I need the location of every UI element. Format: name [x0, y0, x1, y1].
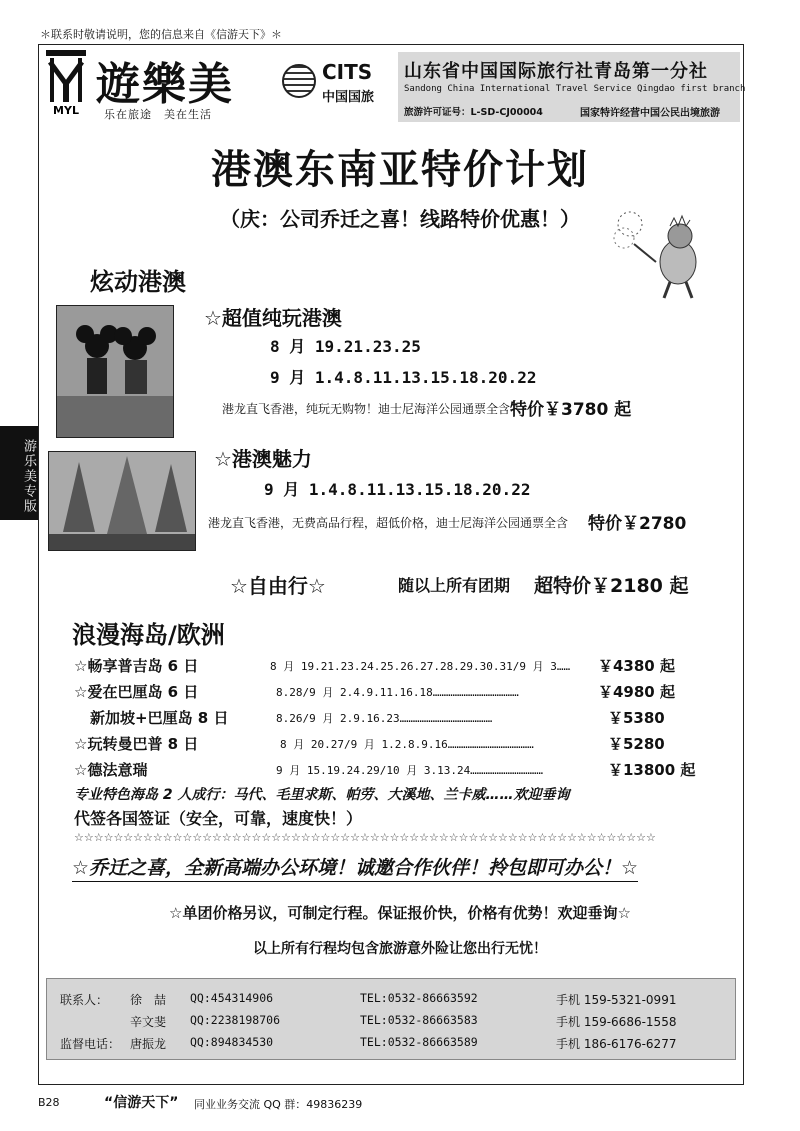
route-price: ￥5280: [608, 735, 665, 753]
mascot-illustration: [600, 204, 720, 304]
contact-qq: QQ:894834530: [190, 1035, 274, 1049]
item-title-hk-pure: ☆超值纯玩港澳: [204, 306, 342, 330]
contact-mobile: 手机 159-5321-0991: [556, 993, 677, 1007]
logo-name: 遊樂美: [96, 59, 234, 110]
route-price: ￥5380: [608, 709, 665, 727]
contact-tel: TEL:0532-86663592: [360, 991, 478, 1005]
note-insurance: 以上所有行程均包含旅游意外险让您出行无忧！: [253, 941, 547, 957]
route-dates: 9 月 15.19.24.29/10 月 3.13.24……………………………: [276, 764, 544, 777]
photo-mickey-minnie: [56, 305, 174, 438]
contact-tel: TEL:0532-86663589: [360, 1035, 478, 1049]
item-dates-aug: 8 月 19.21.23.25: [270, 337, 421, 356]
top-note: ＊联系时敬请说明，您的信息来自《信游天下》＊: [40, 28, 282, 41]
section-heading-hk: 炫动港澳: [90, 268, 186, 296]
cits-logo-cn: 中国国旅: [322, 90, 375, 105]
section-heading-island: 浪漫海岛/欧洲: [72, 621, 225, 649]
route-name: ☆畅享普吉岛 6 日: [74, 657, 199, 675]
contact-name: 唐振龙: [130, 1037, 167, 1051]
item-desc-hk-pure: 港龙直飞香港，纯玩无购物！迪士尼海洋公园通票全含: [222, 402, 511, 416]
contact-qq: QQ:2238198706: [190, 1013, 281, 1027]
note-group-price: ☆单团价格另议，可制定行程。保证报价快，价格有优势！欢迎垂询☆: [169, 904, 631, 922]
contact-mobile: 手机 186-6176-6277: [556, 1037, 677, 1051]
star-divider: ☆☆☆☆☆☆☆☆☆☆☆☆☆☆☆☆☆☆☆☆☆☆☆☆☆☆☆☆☆☆☆☆☆☆☆☆☆☆☆☆☆☆☆☆☆☆☆☆☆☆☆☆☆☆☆☆☆☆☆: [74, 831, 656, 844]
route-dates: 8 月 20.27/9 月 1.2.8.9.16…………………………………: [280, 738, 534, 751]
free-travel-price: 超特价￥2180 起: [534, 575, 689, 597]
route-price: ￥4980 起: [598, 683, 675, 701]
supervise-label: 监督电话：: [60, 1037, 121, 1051]
contact-name: 辛文斐: [130, 1015, 167, 1029]
route-name: ☆德法意瑞: [74, 761, 148, 779]
item-desc-hk-charm: 港龙直飞香港，无费高品行程，超低价格，迪士尼海洋公园通票全含: [208, 516, 569, 530]
footer-brand: “信游天下”: [104, 1095, 179, 1111]
cits-logo-en: CITS: [322, 60, 373, 84]
item-price-hk-charm: 特价￥2780: [588, 514, 687, 534]
route-price: ￥4380 起: [598, 657, 675, 675]
logo-mark-text: MYL: [53, 104, 79, 116]
contact-name: 徐 喆: [130, 993, 167, 1007]
agency-name-cn: 山东省中国国际旅行社青岛第一分社: [404, 61, 708, 82]
contact-label: 联系人：: [60, 993, 109, 1007]
item-title-hk-charm: ☆港澳魅力: [214, 447, 312, 471]
item-dates-charm: 9 月 1.4.8.11.13.15.18.20.22: [264, 480, 531, 499]
footer-text: 同业业务交流 QQ 群：49836239: [194, 1098, 363, 1111]
contact-tel: TEL:0532-86663583: [360, 1013, 478, 1027]
route-name: ☆爱在巴厘岛 6 日: [74, 683, 199, 701]
logo-slogan: 乐在旅途 美在生活: [104, 108, 212, 121]
route-name: 新加坡+巴厘岛 8 日: [90, 709, 229, 727]
license-note: 国家特许经营中国公民出境旅游: [580, 108, 720, 119]
page-number: B28: [38, 1096, 60, 1109]
special-islands: 专业特色海岛 2 人成行：马代、毛里求斯、帕劳、大溪地、兰卡威……欢迎垂询: [74, 787, 570, 803]
photo-christmas-mall: [48, 451, 196, 551]
side-tab: 游乐美专版: [0, 426, 38, 520]
item-dates-sep: 9 月 1.4.8.11.13.15.18.20.22: [270, 368, 537, 387]
cits-globe-icon: [282, 64, 316, 98]
item-price-hk-pure: 特价￥3780 起: [510, 400, 632, 420]
license-number: 旅游许可证号：L-SD-CJ00004: [404, 107, 543, 118]
visa-service: 代签各国签证（安全，可靠，速度快！）: [74, 809, 363, 828]
logo-mark: [44, 50, 88, 116]
route-dates: 8 月 19.21.23.24.25.26.27.28.29.30.31/9 月 3……: [270, 660, 571, 673]
contact-mobile: 手机 159-6686-1558: [556, 1015, 677, 1029]
contact-qq: QQ:454314906: [190, 991, 274, 1005]
promo-banner: ☆乔迁之喜，全新高端办公环境！诚邀合作伙伴！拎包即可办公！☆: [72, 853, 638, 882]
route-price: ￥13800 起: [608, 761, 696, 779]
page-frame: [38, 44, 744, 1085]
page-subtitle: （庆：公司乔迁之喜！线路特价优惠！）: [220, 207, 580, 231]
free-travel-label: ☆自由行☆: [230, 574, 326, 598]
route-name: ☆玩转曼巴普 8 日: [74, 735, 199, 753]
agency-name-en: Sandong China International Travel Service Qingdao first branch: [404, 84, 746, 94]
route-dates: 8.28/9 月 2.4.9.11.16.18…………………………………: [276, 686, 519, 699]
route-dates: 8.26/9 月 2.9.16.23……………………………………: [276, 712, 493, 725]
free-travel-desc: 随以上所有团期: [398, 576, 511, 595]
page-title: 港澳东南亚特价计划: [211, 147, 589, 193]
